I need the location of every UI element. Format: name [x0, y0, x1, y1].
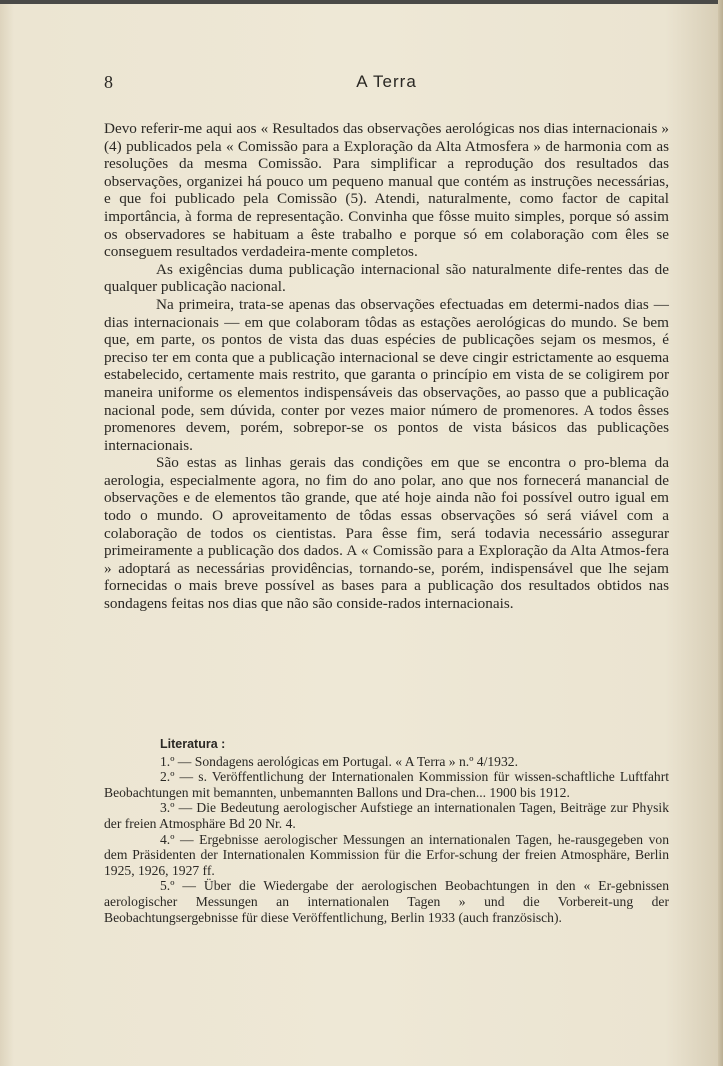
scan-top-edge — [0, 0, 723, 4]
body-text — [104, 120, 669, 613]
literature-entry: 5.º — Über die Wiedergabe der aerologischen Beobachtungen in den « Er-gebnissen aerologischer Messungen an internationalen Tagen » und die Vorbereit-ung der Beobachtungsergebnisse für diese Veröffentlichung, Berlin 1933 (auch französisch). — [104, 878, 669, 925]
literature-entry: 1.º — Sondagens aerológicas em Portugal. « A Terra » n.º 4/1932. — [160, 753, 518, 769]
page-number: 8 — [104, 72, 113, 92]
paragraph: As exigências duma publicação internacional são naturalmente dife-rentes das de qualquer publicação nacional. — [104, 260, 669, 296]
literature-heading: Literatura : — [160, 737, 226, 751]
literature-section — [104, 737, 669, 925]
paragraph: Devo referir-me aqui aos « Resultados das observações aerológicas nos dias internacionais » (4) publicados pela « Comissão para a Exploração da Alta Atmosfera » de harmonia com as resoluções da mesma Comissão. Para simplificar a reprodução dos resultados das observações, organizei há pouco um pequeno manual que contém as instruções necessárias, e que foi publicado pela Comissão (5). Atendi, naturalmente, como factor de capital importância, à forma de representação. Convinha que fôsse muito simples, porque só assim os observadores se habituam a êste trabalho e porque só em colaboração com êles se conseguem resultados verdadeira-mente completos. — [104, 120, 669, 261]
scan-right-edge — [718, 0, 723, 1066]
literature-entry: 4.º — Ergebnisse aerologischer Messungen an internationalen Tagen, he-rausgegeben von dem Präsidenten der Internationalen Kommission für die Erfor-schung der freien Atmosphäre, Berlin 1925, 1926, 1927 ff. — [104, 831, 669, 878]
literature-entry: 2.º — s. Veröffentlichung der Internationalen Kommission für wissen-schaftliche Luftfahrt Beobachtungen mit bemannten, unbemannten Ballons und Dra-chen... 1900 bis 1912. — [104, 769, 669, 800]
literature-entry: 3.º — Die Bedeutung aerologischer Aufstiege an internationalen Tagen, Beiträge zur Physik der freien Atmosphäre Bd 20 Nr. 4. — [104, 800, 669, 831]
running-title: A Terra — [356, 72, 417, 91]
paragraph: Na primeira, trata-se apenas das observações efectuadas em determi-nados dias — dias internacionais — em que colaboram tôdas as estações aerológicas do mundo. Se bem que, em parte, os pontos de vista das duas espécies de publicações sejam os mesmos, é preciso ter em conta que a publicação internacional se deve cingir estrictamente ao esquema estabelecido, certamente mais restrito, que garanta o princípio em vista de se coligirem por maneira uniforme os elementos indispensáveis das observações, ao passo que a publicação nacional pode, sem dúvida, conter por vezes maior número de promenores. A todos êsses promenores devem, porém, sobrepor-se os pontos de vista básicos das publicações internacionais. — [104, 295, 669, 454]
page-header — [104, 72, 669, 94]
paragraph: São estas as linhas gerais das condições em que se encontra o pro-blema da aerologia, especialmente agora, no fim do ano polar, ano que nos fornecerá manancial de observações e de elementos tão grande, que até hoje ainda não foi possível outro igual em todo o mundo. O aproveitamento de tôdas essas observações só será viável com a colaboração de todos os cientistas. Para êsse fim, será todavia necessário assegurar primeiramente a publicação dos dados. A « Comissão para a Exploração da Alta Atmos-fera » adoptará as necessárias providências, tornando-se, porém, indispensável que lhe sejam fornecidas o mais breve possível as bases para a publicação dos resultados obtidos nas sondagens feitas nos dias que não são conside-rados internacionais. — [104, 454, 669, 613]
